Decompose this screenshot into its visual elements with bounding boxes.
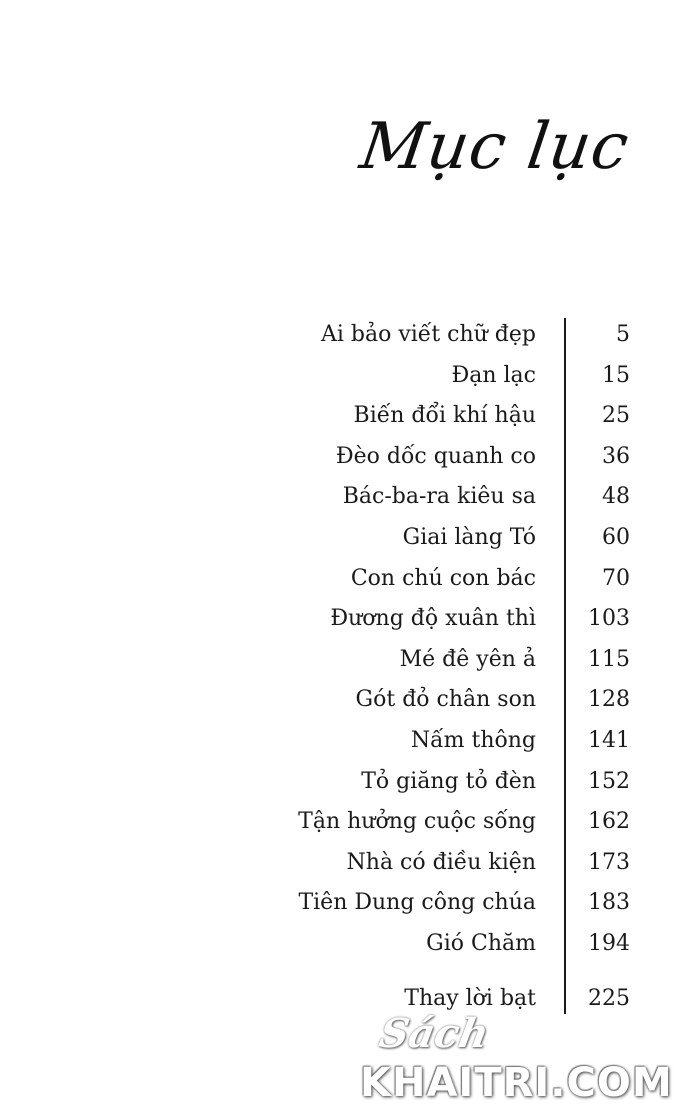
toc-entry-page: 48	[602, 484, 630, 510]
toc-entry	[0, 562, 700, 602]
toc-entry	[0, 399, 700, 439]
watermark-logo	[360, 1010, 690, 1115]
toc-entry-title: Đương độ xuân thì	[330, 606, 536, 632]
toc-entry-title: Tỏ giăng tỏ đèn	[361, 768, 536, 794]
toc-entry	[0, 846, 700, 886]
toc-entry-title: Con chú con bác	[350, 565, 536, 591]
toc-entry	[0, 521, 700, 561]
toc-entry-page: 60	[602, 525, 630, 550]
toc-entry	[0, 765, 700, 805]
toc-entry-page: 36	[602, 443, 630, 469]
toc-entry-title: Ai bảo viết chữ đẹp	[320, 322, 536, 347]
toc-entry-page: 70	[602, 565, 630, 591]
toc-entry-page: 128	[588, 687, 630, 713]
toc-entry	[0, 602, 700, 642]
toc-entry	[0, 440, 700, 480]
toc-entry-page: 15	[602, 362, 630, 388]
watermark-script-text: Sách	[375, 1010, 493, 1057]
watermark-site-text: KHAITRI.COM	[360, 1060, 673, 1106]
toc-entry	[0, 318, 700, 358]
toc-entry-page: 173	[588, 849, 630, 875]
toc-entry-title: Tiên Dung công chúa	[298, 890, 536, 916]
toc-entry	[0, 643, 700, 683]
toc-entry-title: Bác-ba-ra kiêu sa	[342, 484, 536, 510]
toc-entry-title: Gót đỏ chân son	[355, 687, 536, 713]
toc-entry-title: Đạn lạc	[451, 362, 536, 388]
toc-entry-title: Mé đê yên ả	[399, 646, 536, 672]
toc-title: Mục lục	[355, 110, 634, 184]
toc-entry	[0, 683, 700, 723]
toc-entry	[0, 480, 700, 520]
toc-entry-title: Đèo dốc quanh co	[335, 443, 536, 469]
toc-entry-page: 194	[588, 931, 630, 956]
toc-entry-title: Tận hưởng cuộc sống	[298, 809, 536, 835]
toc-entry-title: Gió Chăm	[426, 931, 536, 956]
toc-entry-title: Giai làng Tó	[402, 525, 536, 550]
toc-entry-page: 183	[588, 890, 630, 916]
toc-entry-page: 115	[588, 646, 630, 672]
toc-entry-page: 162	[588, 809, 630, 835]
toc-entry-title: Biến đổi khí hậu	[353, 403, 536, 429]
toc-entry	[0, 886, 700, 926]
toc-entry-page: 141	[588, 728, 630, 753]
toc-entry-page: 152	[588, 768, 630, 794]
toc-entry-page: 103	[588, 606, 630, 632]
toc-entry-title: Nấm thông	[410, 728, 536, 753]
toc-entry	[0, 724, 700, 764]
toc-entry-page: 5	[616, 322, 630, 347]
toc-entry-title: Nhà có điều kiện	[346, 849, 536, 875]
toc-entry	[0, 359, 700, 399]
toc-entry-page: 25	[602, 403, 630, 429]
toc-entry	[0, 927, 700, 967]
toc-entry	[0, 805, 700, 845]
toc-entry-page: 225	[588, 985, 630, 1011]
toc-entry-title: Thay lời bạt	[404, 985, 536, 1011]
